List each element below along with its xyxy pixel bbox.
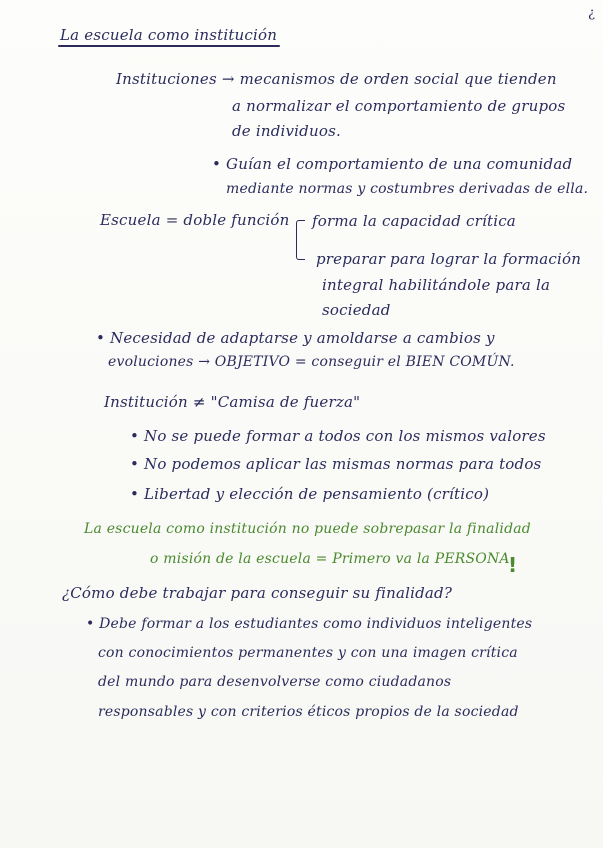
exclamation-mark: ! [508, 553, 518, 577]
straitjacket-bullet-1: • No se puede formar a todos con los mismos valores [130, 427, 546, 445]
school-lead: Escuela = doble función [100, 211, 290, 229]
corner-mark: ¿ [588, 6, 595, 21]
highlight-line-2: o misión de la escuela = Primero va la PERSONA [150, 551, 510, 567]
guide-line-2: mediante normas y costumbres derivadas de ella. [226, 181, 589, 197]
need-line-2: evoluciones → OBJETIVO = conseguir el BIEN COMÚN. [108, 354, 515, 370]
branch-brace [296, 220, 305, 260]
definition-line-2: a normalizar el comportamiento de grupos [232, 97, 566, 115]
question-line-4: responsables y con criterios éticos propios de la sociedad [98, 704, 519, 720]
need-line-1: • Necesidad de adaptarse y amoldarse a cambios y [96, 329, 495, 347]
question-line-1: • Debe formar a los estudiantes como individuos inteligentes [86, 616, 533, 632]
question-line-3: del mundo para desenvolverse como ciudadanos [98, 674, 452, 690]
title-underline [58, 45, 280, 47]
school-branch-2-line-1: preparar para lograr la formación [316, 250, 582, 268]
question-heading: ¿Cómo debe trabajar para conseguir su finalidad? [62, 584, 453, 602]
school-branch-1: forma la capacidad crítica [312, 212, 516, 230]
highlight-line-1: La escuela como institución no puede sobrepasar la finalidad [84, 521, 531, 537]
school-branch-2-line-2: integral habilitándole para la [322, 276, 551, 294]
question-line-2: con conocimientos permanentes y con una imagen crítica [98, 645, 518, 661]
definition-line-1: Instituciones → mecanismos de orden social que tienden [116, 70, 557, 88]
school-branch-2-line-3: sociedad [322, 301, 391, 319]
straitjacket-bullet-3: • Libertad y elección de pensamiento (crítico) [130, 485, 490, 503]
straitjacket-bullet-2: • No podemos aplicar las mismas normas para todos [130, 455, 542, 473]
guide-line-1: • Guían el comportamiento de una comunidad [212, 155, 573, 173]
definition-line-3: de individuos. [232, 122, 341, 140]
page-title: La escuela como institución [60, 26, 278, 44]
straitjacket-heading: Institución ≠ "Camisa de fuerza" [104, 393, 361, 411]
